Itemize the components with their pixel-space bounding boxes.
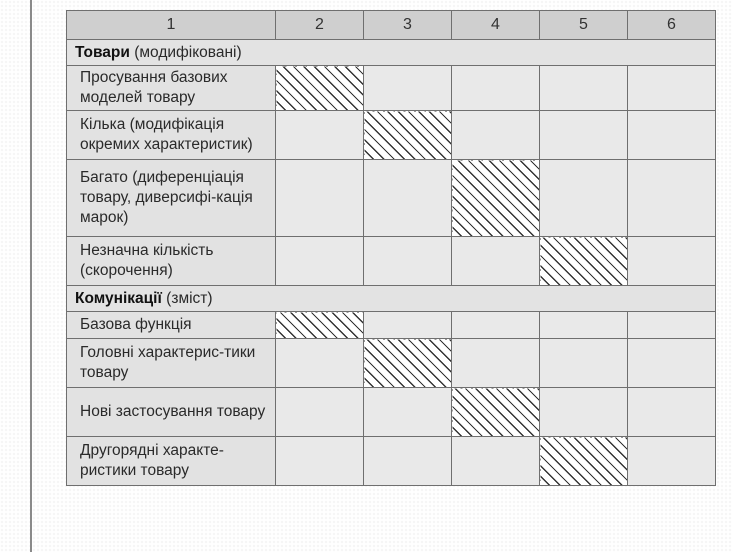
section-row-products xyxy=(67,40,716,66)
table-row xyxy=(67,66,716,111)
empty-cell xyxy=(276,437,364,486)
empty-cell xyxy=(364,66,452,111)
row-label: Кілька (модифікація окремих характеристик) xyxy=(67,111,276,160)
header-cell: 5 xyxy=(540,11,628,40)
section-title: Комунікації xyxy=(75,289,162,307)
header-cell: 4 xyxy=(452,11,540,40)
hatched-cell xyxy=(540,237,628,286)
empty-cell xyxy=(628,111,716,160)
table-row xyxy=(67,339,716,388)
empty-cell xyxy=(540,160,628,237)
empty-cell xyxy=(540,339,628,388)
empty-cell xyxy=(628,312,716,339)
header-cell: 6 xyxy=(628,11,716,40)
empty-cell xyxy=(276,339,364,388)
empty-cell xyxy=(540,312,628,339)
empty-cell xyxy=(452,66,540,111)
empty-cell xyxy=(540,66,628,111)
empty-cell xyxy=(364,388,452,437)
hatched-cell xyxy=(364,339,452,388)
header-cell: 3 xyxy=(364,11,452,40)
row-label: Головні характерис-тики товару xyxy=(67,339,276,388)
empty-cell xyxy=(276,160,364,237)
table-row xyxy=(67,437,716,486)
empty-cell xyxy=(628,339,716,388)
row-label: Базова функція xyxy=(67,312,276,339)
empty-cell xyxy=(452,339,540,388)
empty-cell xyxy=(628,437,716,486)
section-row-communications xyxy=(67,286,716,312)
empty-cell xyxy=(364,312,452,339)
table-row xyxy=(67,160,716,237)
empty-cell xyxy=(364,160,452,237)
row-label: Другорядні характе-ристики товару xyxy=(67,437,276,486)
hatched-cell xyxy=(364,111,452,160)
table-row xyxy=(67,111,716,160)
empty-cell xyxy=(628,66,716,111)
matrix-table xyxy=(66,10,716,486)
section-heading xyxy=(67,286,716,312)
empty-cell xyxy=(364,437,452,486)
empty-cell xyxy=(452,237,540,286)
empty-cell xyxy=(628,388,716,437)
header-cell: 1 xyxy=(67,11,276,40)
row-label: Незначна кількість (скорочення) xyxy=(67,237,276,286)
table-row xyxy=(67,237,716,286)
left-margin-rule xyxy=(30,0,32,552)
hatched-cell xyxy=(276,312,364,339)
empty-cell xyxy=(628,237,716,286)
empty-cell xyxy=(540,388,628,437)
empty-cell xyxy=(364,237,452,286)
row-label: Багато (диференціація товару, диверсифі-кація марок) xyxy=(67,160,276,237)
hatched-cell xyxy=(540,437,628,486)
row-label: Нові застосування товару xyxy=(67,388,276,437)
section-heading xyxy=(67,40,716,66)
table-row xyxy=(67,312,716,339)
table-row xyxy=(67,388,716,437)
empty-cell xyxy=(628,160,716,237)
empty-cell xyxy=(452,111,540,160)
section-title: Товари xyxy=(75,43,130,61)
section-note: (модифіковані) xyxy=(134,43,242,61)
empty-cell xyxy=(276,111,364,160)
header-cell: 2 xyxy=(276,11,364,40)
hatched-cell xyxy=(452,388,540,437)
header-row xyxy=(67,11,716,40)
row-label: Просування базових моделей товару xyxy=(67,66,276,111)
section-note: (зміст) xyxy=(166,289,213,307)
empty-cell xyxy=(276,388,364,437)
hatched-cell xyxy=(452,160,540,237)
empty-cell xyxy=(276,237,364,286)
empty-cell xyxy=(452,437,540,486)
hatched-cell xyxy=(276,66,364,111)
empty-cell xyxy=(452,312,540,339)
empty-cell xyxy=(540,111,628,160)
